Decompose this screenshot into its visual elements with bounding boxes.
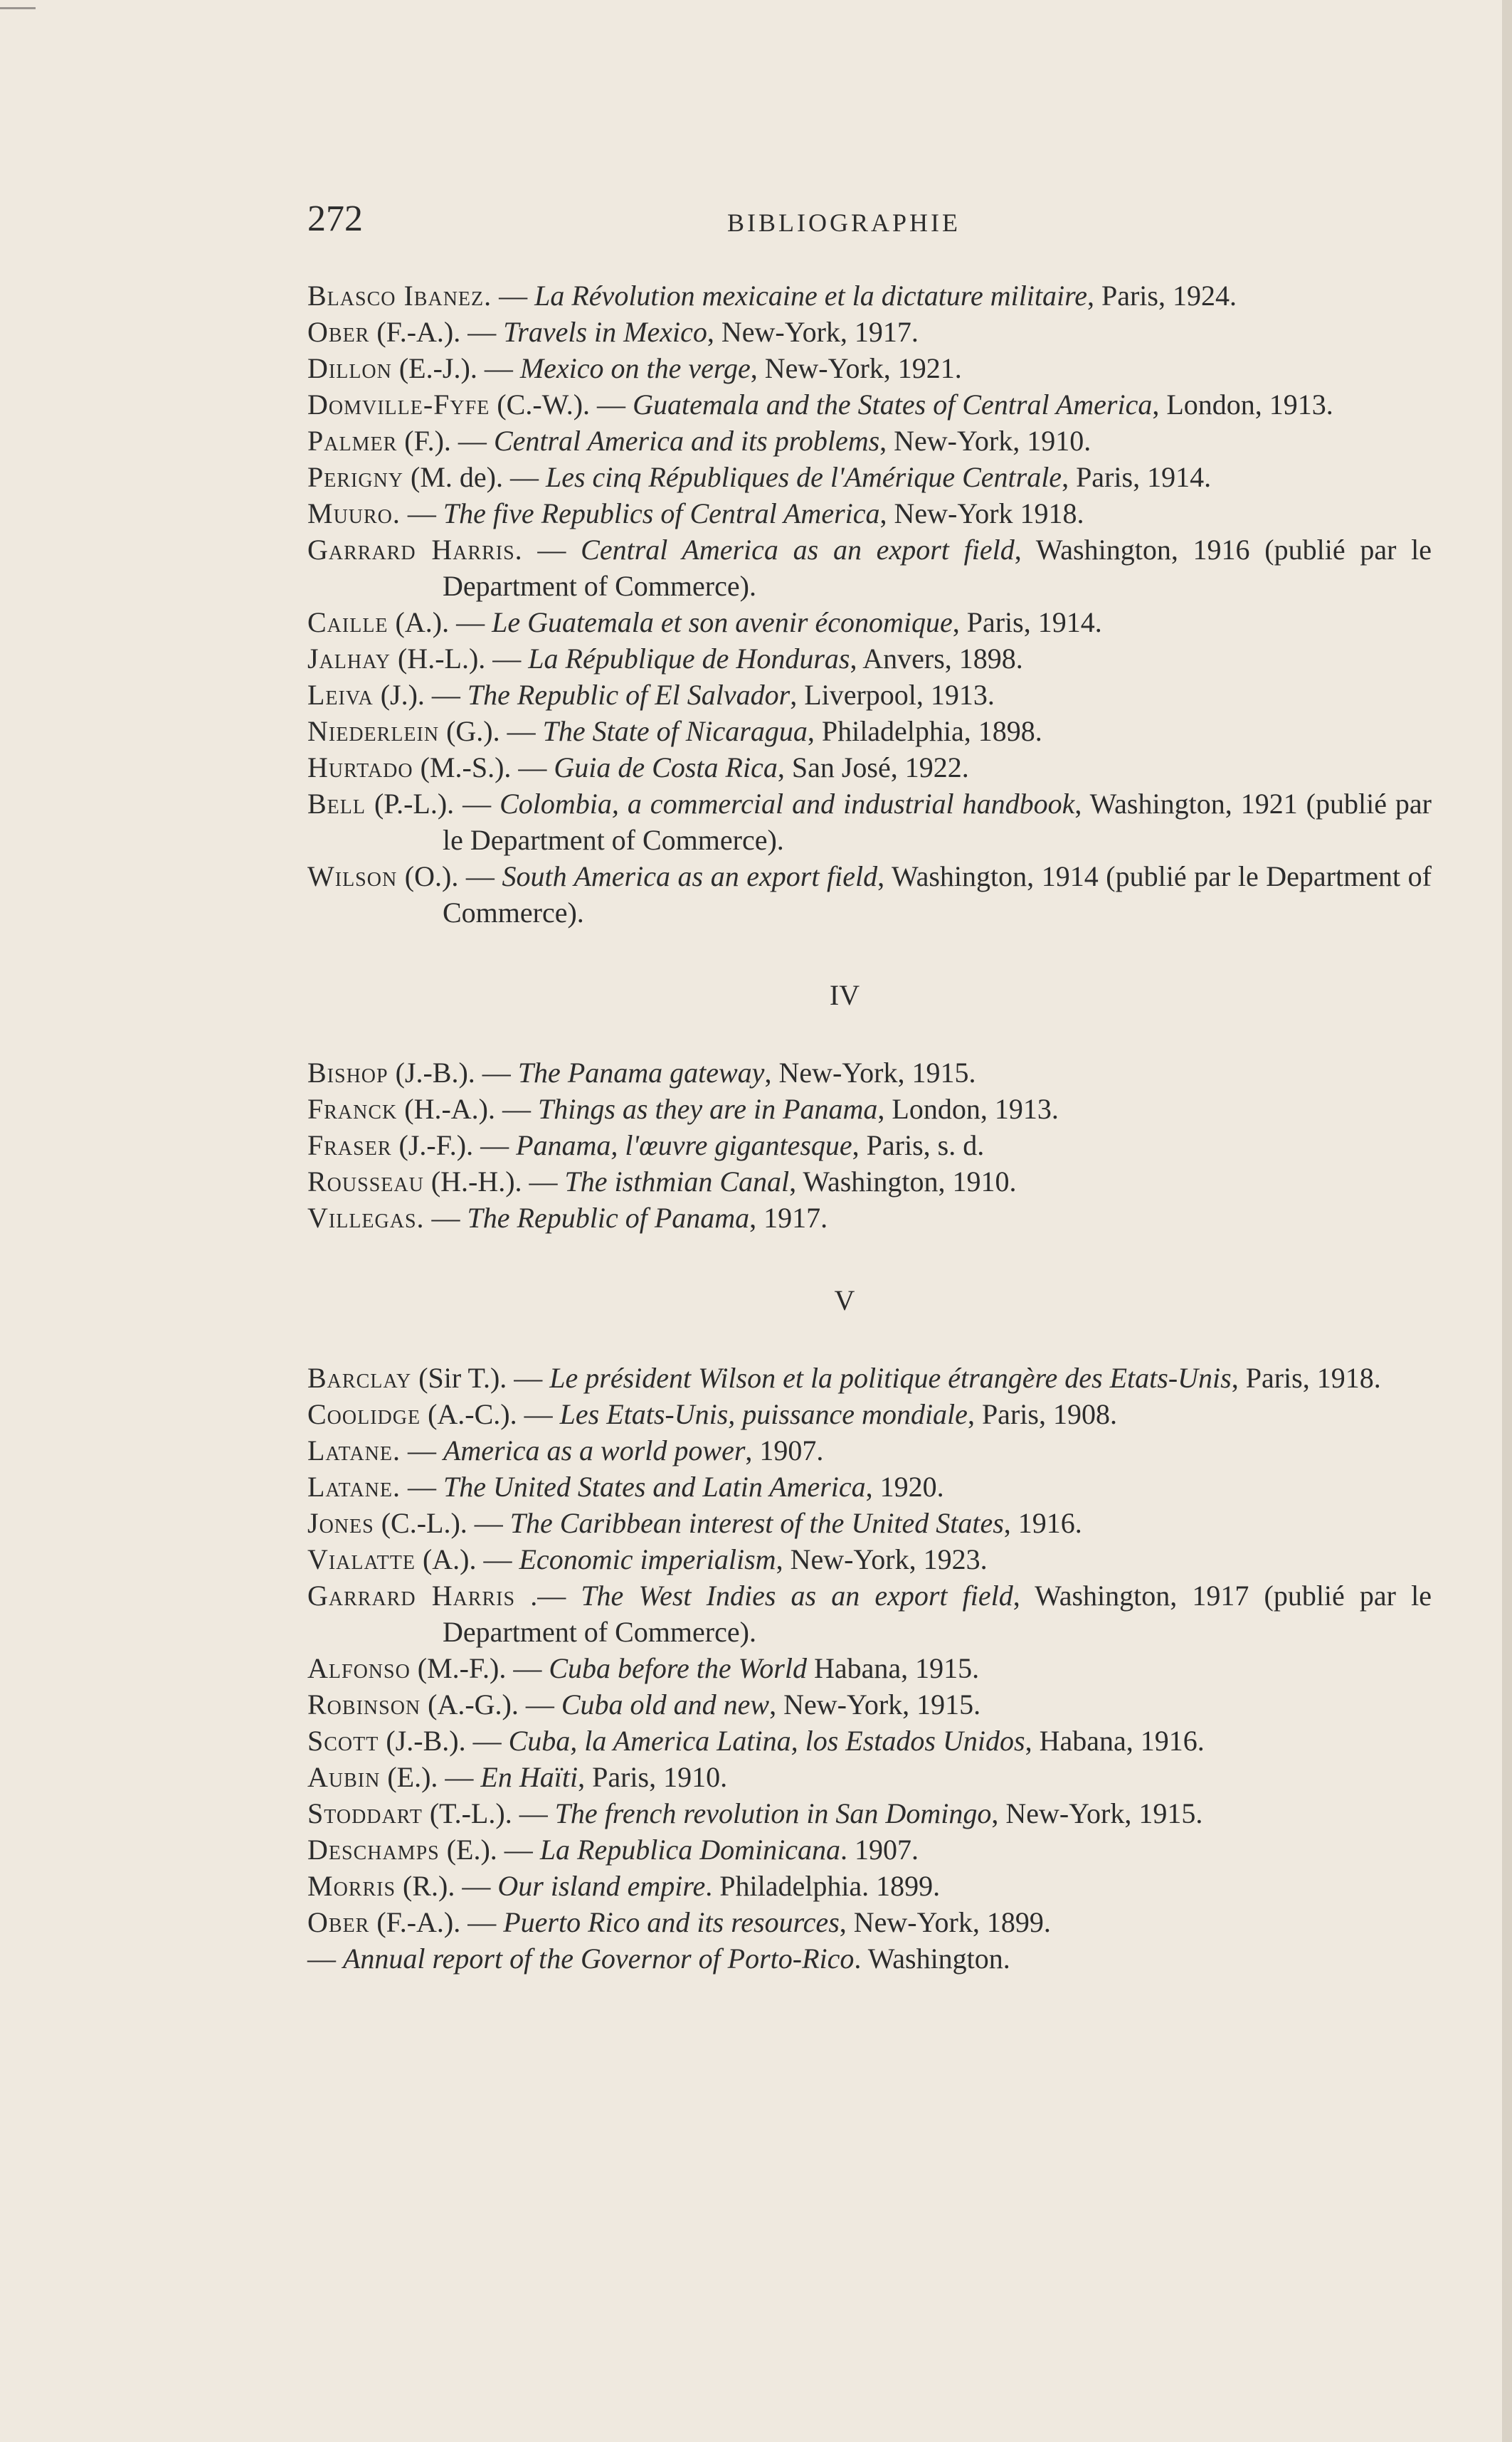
- entry-author: Wilson: [307, 860, 398, 892]
- entry-publication: , Washington, 1921 (publié par le Department of Commerce).: [443, 788, 1432, 856]
- bibliography-entry: [307, 495, 1432, 532]
- entry-separator: (P.-L.). —: [366, 788, 500, 820]
- entry-title: La République de Honduras: [528, 643, 850, 675]
- entry-separator: —: [400, 1471, 443, 1503]
- entry-title: Annual report of the Governor of Porto-Rico: [343, 1942, 855, 1975]
- entry-author: Franck: [307, 1093, 398, 1125]
- entry-author: Aubin: [307, 1761, 381, 1793]
- entry-separator: —: [424, 1202, 467, 1234]
- entry-author: Robinson: [307, 1688, 421, 1720]
- entry-separator: —: [307, 1942, 343, 1975]
- bibliography-entry: [307, 1832, 1432, 1868]
- bibliography-entry: [307, 1127, 1432, 1163]
- entry-author: Scott: [307, 1725, 379, 1757]
- bibliography-section: [307, 977, 1432, 1236]
- entry-publication: , New-York 1918.: [879, 497, 1084, 529]
- entry-title: The Republic of El Salvador: [467, 679, 791, 711]
- bibliography-entry: [307, 423, 1432, 459]
- bibliography-entry: [307, 1759, 1432, 1795]
- page-number: 272: [307, 199, 363, 239]
- bibliography-entry: [307, 1054, 1432, 1091]
- bibliography-entry: [307, 786, 1432, 858]
- bibliography-entry: [307, 1163, 1432, 1200]
- entry-author: Morris: [307, 1870, 396, 1902]
- entry-publication: , New-York, 1921.: [750, 352, 962, 384]
- entry-title: The United States and Latin America: [443, 1471, 866, 1503]
- bibliography-entry: [307, 350, 1432, 386]
- entry-author: Latane.: [307, 1434, 401, 1466]
- bibliography-entry: [307, 1723, 1432, 1759]
- entry-publication: , Philadelphia, 1898.: [807, 715, 1042, 747]
- bibliography-entry: [307, 1469, 1432, 1505]
- entry-publication: , Paris, s. d.: [852, 1129, 985, 1161]
- entry-title: Le Guatemala et son avenir économique: [492, 606, 953, 638]
- bibliography-entry: [307, 278, 1432, 314]
- entry-title: The isthmian Canal: [564, 1166, 790, 1198]
- entry-title: The West Indies as an export field: [581, 1580, 1013, 1612]
- entry-publication: Habana, 1915.: [806, 1652, 980, 1684]
- entry-separator: (E.-J.). —: [391, 352, 520, 384]
- entry-title: Things as they are in Panama: [538, 1093, 878, 1125]
- entry-title: America as a world power: [443, 1434, 746, 1466]
- entry-publication: , London, 1913.: [1152, 388, 1333, 421]
- entry-author: Stoddart: [307, 1797, 423, 1829]
- bibliography-entry: [307, 532, 1432, 604]
- entry-publication: , Habana, 1916.: [1025, 1725, 1205, 1757]
- bibliography-entry: [307, 1868, 1432, 1904]
- bibliography-entry: [307, 1904, 1432, 1940]
- bibliography-entry: [307, 459, 1432, 495]
- bibliography-entry: [307, 1091, 1432, 1127]
- entry-author: Ober: [307, 1906, 370, 1938]
- entry-separator: (T.-L.). —: [422, 1797, 555, 1829]
- entry-author: Hurtado: [307, 751, 413, 783]
- entry-publication: , 1916.: [1003, 1507, 1082, 1539]
- entry-publication: , Washington, 1916 (publié par le Department of Commerce).: [443, 534, 1432, 602]
- bibliography-entry: [307, 1360, 1432, 1396]
- entry-separator: (F.-A.). —: [369, 316, 504, 348]
- entry-title: La Révolution mexicaine et la dictature militaire: [534, 280, 1087, 312]
- entry-author: Latane.: [307, 1471, 401, 1503]
- section-heading: V: [834, 1284, 855, 1316]
- entry-title: Our island empire: [497, 1870, 706, 1902]
- entry-author: Palmer: [307, 425, 398, 457]
- entry-separator: —: [400, 497, 443, 529]
- entry-title: En Haïti: [480, 1761, 578, 1793]
- entry-publication: , San José, 1922.: [777, 751, 969, 783]
- entry-title: The Republic of Panama: [467, 1202, 750, 1234]
- bibliography-entry: [307, 604, 1432, 640]
- entry-title: Les cinq Républiques de l'Amérique Centrale: [545, 461, 1062, 493]
- entry-author: Bell: [307, 788, 366, 820]
- entry-author: Barclay: [307, 1362, 412, 1394]
- bibliography-entry: [307, 749, 1432, 786]
- bibliography-entry: [307, 1200, 1432, 1236]
- entry-title: The Caribbean interest of the United States: [509, 1507, 1004, 1539]
- entry-separator: (E.). —: [439, 1834, 540, 1866]
- entry-separator: (M. de). —: [403, 461, 546, 493]
- entry-title: Travels in Mexico: [503, 316, 707, 348]
- entry-author: Jones: [307, 1507, 374, 1539]
- entry-author: Deschamps: [307, 1834, 440, 1866]
- entry-publication: , New-York, 1923.: [776, 1543, 988, 1575]
- bibliography-entry: [307, 1505, 1432, 1541]
- entry-separator: (C.-W.). —: [490, 388, 633, 421]
- entry-separator: (O.). —: [397, 860, 502, 892]
- entry-title: Guatemala and the States of Central America: [633, 388, 1153, 421]
- entry-title: The State of Nicaragua: [542, 715, 808, 747]
- entry-separator: (C.-L.). —: [374, 1507, 510, 1539]
- entry-author: Caille: [307, 606, 388, 638]
- entry-publication: , Liverpool, 1913.: [790, 679, 995, 711]
- entry-title: Le président Wilson et la politique étrangère des Etats-Unis: [549, 1362, 1232, 1394]
- entry-author: Perigny: [307, 461, 404, 493]
- bibliography-content: [307, 278, 1432, 1977]
- entry-publication: , Washington, 1914 (publié par le Department of Commerce).: [443, 860, 1432, 929]
- entry-publication: , Paris, 1924.: [1087, 280, 1237, 312]
- entry-author: Vialatte: [307, 1543, 416, 1575]
- entry-title: Cuba old and new: [561, 1688, 770, 1720]
- section-heading: IV: [829, 979, 860, 1011]
- entry-publication: . Washington.: [854, 1942, 1010, 1975]
- entry-separator: (F.-A.). —: [369, 1906, 504, 1938]
- entry-title: South America as an export field: [502, 860, 878, 892]
- entry-title: The five Republics of Central America: [443, 497, 880, 529]
- entry-author: Rousseau: [307, 1166, 424, 1198]
- entry-author: Jalhay: [307, 643, 391, 675]
- entry-publication: , New-York, 1915.: [991, 1797, 1203, 1829]
- entry-author: Muuro.: [307, 497, 401, 529]
- entry-separator: (J.-F.). —: [391, 1129, 517, 1161]
- entry-separator: (M.-F.). —: [410, 1652, 549, 1684]
- entry-separator: —: [492, 280, 535, 312]
- entry-author: Leiva: [307, 679, 374, 711]
- bibliography-entry: [307, 1541, 1432, 1577]
- entry-publication: , New-York, 1899.: [839, 1906, 1051, 1938]
- entry-author: Alfonso: [307, 1652, 411, 1684]
- bibliography-entry: [307, 1577, 1432, 1650]
- entry-author: Villegas.: [307, 1202, 425, 1234]
- entry-publication: , 1917.: [749, 1202, 828, 1234]
- entry-author: Niederlein: [307, 715, 440, 747]
- entry-title: Central America as an export field: [581, 534, 1015, 566]
- entry-separator: —: [522, 534, 581, 566]
- bibliography-entry: [307, 858, 1432, 931]
- entry-separator: (A.). —: [388, 606, 492, 638]
- entry-publication: , Anvers, 1898.: [850, 643, 1023, 675]
- bibliography-entry: [307, 640, 1432, 677]
- entry-author: Blasco Ibanez.: [307, 280, 492, 312]
- page-header: [307, 198, 1424, 240]
- entry-publication: , Paris, 1908.: [967, 1398, 1117, 1430]
- entry-separator: —: [400, 1434, 443, 1466]
- entry-separator: (J.-B.). —: [388, 1057, 518, 1089]
- bibliography-entry: [307, 1432, 1432, 1469]
- entry-separator: (J.-B.). —: [379, 1725, 509, 1757]
- bibliography-entry: [307, 314, 1432, 350]
- entry-separator: (M.-S.). —: [413, 751, 554, 783]
- entry-separator: (A.). —: [415, 1543, 519, 1575]
- running-title: BIBLIOGRAPHIE: [727, 208, 961, 237]
- entry-publication: , Paris, 1914.: [1062, 461, 1212, 493]
- entry-title: Panama, l'œuvre gigantesque: [516, 1129, 852, 1161]
- bibliography-section: [307, 1282, 1432, 1977]
- bibliography-entry: [307, 713, 1432, 749]
- entry-title: Puerto Rico and its resources: [503, 1906, 840, 1938]
- bibliography-section: [307, 278, 1432, 931]
- bibliography-entry: [307, 1686, 1432, 1723]
- bibliography-entry: [307, 1795, 1432, 1832]
- entry-publication: , 1907.: [745, 1434, 824, 1466]
- entry-author: Garrard Harris: [307, 1580, 516, 1612]
- entry-publication: , New-York, 1910.: [879, 425, 1091, 457]
- entry-publication: , 1920.: [865, 1471, 944, 1503]
- entry-title: Cuba before the World: [549, 1652, 807, 1684]
- entry-separator: (E.). —: [380, 1761, 481, 1793]
- entry-title: The Panama gateway: [517, 1057, 765, 1089]
- entry-title: Les Etats-Unis, puissance mondiale: [559, 1398, 968, 1430]
- page-spine-edge: [1502, 0, 1512, 2442]
- entry-separator: (H.-L.). —: [390, 643, 529, 675]
- bibliography-entry: [307, 386, 1432, 423]
- entry-title: Guia de Costa Rica: [554, 751, 778, 783]
- entry-separator: (J.). —: [373, 679, 467, 711]
- entry-publication: , New-York, 1915.: [769, 1688, 981, 1720]
- entry-publication: , Washington, 1917 (publié par le Department of Commerce).: [443, 1580, 1432, 1648]
- entry-title: Cuba, la America Latina, los Estados Unidos: [508, 1725, 1025, 1757]
- entry-publication: , London, 1913.: [877, 1093, 1059, 1125]
- entry-publication: , Paris, 1910.: [578, 1761, 728, 1793]
- entry-publication: , Paris, 1914.: [952, 606, 1102, 638]
- entry-title: Mexico on the verge: [519, 352, 751, 384]
- entry-author: Ober: [307, 316, 370, 348]
- bibliography-entry: [307, 1650, 1432, 1686]
- entry-separator: (H.-H.). —: [423, 1166, 565, 1198]
- entry-publication: , New-York, 1917.: [707, 316, 919, 348]
- entry-title: Colombia, a commercial and industrial handbook: [499, 788, 1075, 820]
- entry-separator: (G.). —: [439, 715, 543, 747]
- entry-separator: (R.). —: [396, 1870, 498, 1902]
- entry-author: Garrard Harris.: [307, 534, 523, 566]
- entry-separator: .—: [515, 1580, 581, 1612]
- entry-title: Central America and its problems: [493, 425, 880, 457]
- bibliography-entry: [307, 1940, 1432, 1977]
- entry-publication: , Washington, 1910.: [789, 1166, 1017, 1198]
- entry-author: Dillon: [307, 352, 392, 384]
- entry-author: Fraser: [307, 1129, 392, 1161]
- entry-separator: (F.). —: [397, 425, 494, 457]
- entry-publication: . 1907.: [840, 1834, 919, 1866]
- entry-author: Domville-Fyfe: [307, 388, 490, 421]
- entry-publication: , Paris, 1918.: [1231, 1362, 1381, 1394]
- entry-title: Economic imperialism: [519, 1543, 776, 1575]
- entry-author: Bishop: [307, 1057, 388, 1089]
- entry-author: Coolidge: [307, 1398, 421, 1430]
- entry-separator: (A.-C.). —: [421, 1398, 560, 1430]
- entry-title: La Republica Dominicana: [539, 1834, 840, 1866]
- entry-separator: (Sir T.). —: [411, 1362, 550, 1394]
- entry-separator: (A.-G.). —: [421, 1688, 561, 1720]
- page-corner-mark: [0, 7, 36, 9]
- entry-publication: , New-York, 1915.: [764, 1057, 976, 1089]
- bibliography-entry: [307, 677, 1432, 713]
- entry-publication: . Philadelphia. 1899.: [705, 1870, 941, 1902]
- bibliography-entry: [307, 1396, 1432, 1432]
- entry-separator: (H.-A.). —: [397, 1093, 538, 1125]
- entry-title: The french revolution in San Domingo: [554, 1797, 992, 1829]
